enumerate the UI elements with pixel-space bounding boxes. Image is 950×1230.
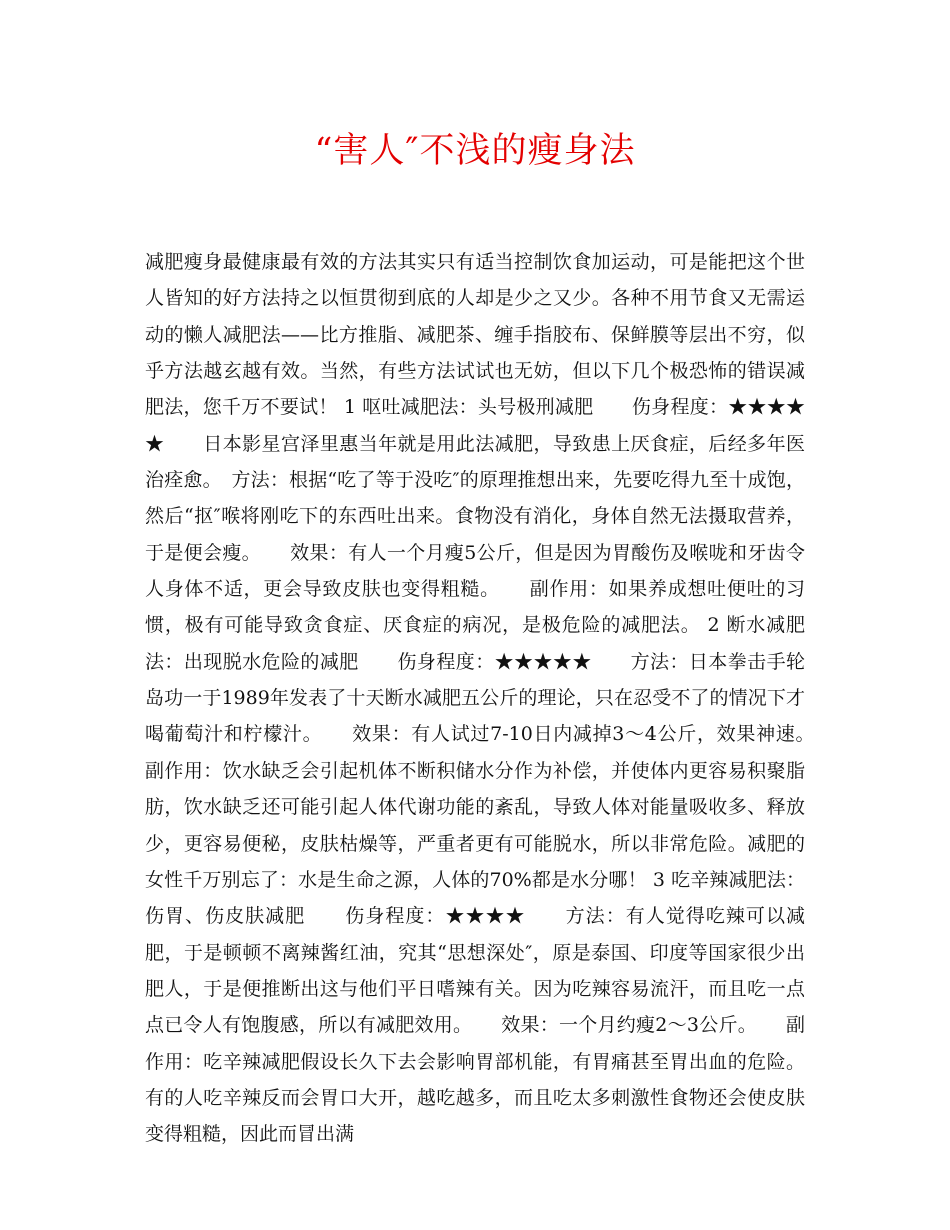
body-paragraph: 减肥瘦身最健康最有效的方法其实只有适当控制饮食加运动，可是能把这个世人皆知的好方法持之以恒贯彻到底的人却是少之又少。各种不用节食又无需运动的懒人减肥法——比方推脂、减肥茶、缠手指胶布、保鲜膜等层出不穷，似乎方法越玄越有效。当然，有些方法试试也无妨，但以下几个极恐怖的错误减肥法，您千万不要试！ 1 呕吐减肥法：头号极刑减肥 伤身程度：★★★★★ 日本影星宫泽里惠当年就是用此法减肥，导致患上厌食症，后经多年医治痊愈。 方法：根据“吃了等于没吃″的原理推想出来，先要吃得九至十成饱，然后“抠″喉将刚吃下的东西吐出来。食物没有消化，身体自然无法摄取营养，于是便会瘦。 效果：有人一个月瘦5公斤，但是因为胃酸伤及喉咙和牙齿令人身体不适，更会导致皮肤也变得粗糙。 副作用：如果养成想吐便吐的习惯，极有可能导致贪食症、厌食症的病况，是极危险的减肥法。 2 断水减肥法：出现脱水危险的减肥 伤身程度：★★★★★ 方法：日本拳击手轮岛功一于1989年发表了十天断水减肥五公斤的理论，只在忍受不了的情况下才喝葡萄汁和柠檬汁。 效果：有人试过7-10日内减掉3～4公斤，效果神速。 副作用：饮水缺乏会引起机体不断积储水分作为补偿，并使体内更容易积聚脂肪，饮水缺乏还可能引起人体代谢功能的紊乱，导致人体对能量吸收多、释放少，更容易便秘，皮肤枯燥等，严重者更有可能脱水，所以非常危险。减肥的女性千万别忘了：水是生命之源，人体的70%都是水分哪！ 3 吃辛辣减肥法：伤胃、伤皮肤减肥 伤身程度：★★★★ 方法：有人觉得吃辣可以减肥，于是顿顿不离辣酱红油，究其“思想深处″，原是泰国、印度等国家很少出肥人，于是便推断出这与他们平日嗜辣有关。因为吃辣容易流汗，而且吃一点点已令人有饱腹感，所以有减肥效用。 效果：一个月约瘦2～3公斤。 副作用：吃辛辣减肥假设长久下去会影响胃部机能，有胃痛甚至胃出血的危险。有的人吃辛辣反而会胃口大开，越吃越多，而且吃太多刺激性食物还会使皮肤变得粗糙，因此而冒出满 bbox=[145, 251, 844, 1146]
document-title: “害人″不浅的瘦身法 bbox=[314, 131, 636, 171]
